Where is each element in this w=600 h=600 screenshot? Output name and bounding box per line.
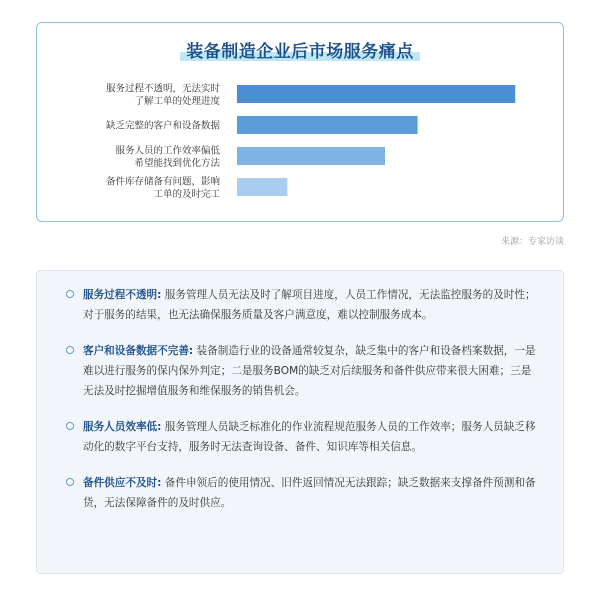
bar	[237, 178, 287, 196]
note-item	[83, 341, 537, 401]
category-label-line: 希望能找到优化方法	[134, 157, 220, 169]
bullet-circle-icon	[66, 422, 74, 430]
note-heading: 备件供应不及时:	[83, 477, 162, 489]
category-label	[115, 144, 220, 169]
note-heading: 服务过程不透明:	[83, 289, 162, 301]
category-label-line: 工单的及时完工	[153, 188, 220, 200]
category-label	[106, 120, 221, 132]
note-text: 装备制造行业的设备通常较复杂，缺乏集中的客户和设备档案数据，一是难以进行服务的保内保外判定；二是服务BOM的缺乏对后续服务和备件供应带来很大困难；三是无法及时挖掘增值服务和维保服务的销售机会。	[83, 345, 536, 397]
category-label-line: 服务过程不透明，无法实时	[105, 83, 220, 95]
notes-card	[36, 270, 564, 574]
bar	[237, 85, 515, 103]
note-item	[83, 285, 537, 325]
note-text: 服务管理人员缺乏标准化的作业流程规范服务人员的工作效率；服务人员缺乏移动化的数字平台支持，服务时无法查询设备、备件、知识库等相关信息。	[83, 421, 536, 453]
bullet-circle-icon	[66, 290, 74, 298]
chart-title-text: 装备制造企业后市场服务痛点	[186, 42, 414, 62]
bullet-circle-icon	[66, 346, 74, 354]
category-label-line: 备件库存储备有问题，影响	[105, 176, 220, 188]
category-label	[106, 175, 221, 200]
note-item	[83, 473, 537, 513]
bullet-circle-icon	[66, 478, 74, 486]
note-item	[83, 417, 537, 457]
bar	[237, 147, 385, 165]
chart-card	[36, 22, 564, 222]
note-heading: 服务人员效率低:	[83, 421, 162, 433]
note-text: 服务管理人员无法及时了解项目进度，人员工作情况，无法监控服务的及时性；对于服务的结果，也无法确保服务质量及客户满意度，难以控制服务成本。	[83, 289, 536, 321]
category-label-line: 了解工单的处理进度	[134, 95, 220, 107]
source-note: 来源：专家访谈	[500, 237, 564, 247]
bar	[237, 116, 418, 134]
category-label-line: 缺乏完整的客户和设备数据	[105, 120, 220, 132]
category-label-line: 服务人员的工作效率偏低	[115, 145, 220, 157]
note-text: 备件申领后的使用情况、旧件返回情况无法跟踪；缺乏数据来支撑备件预测和备货，无法保障备件的及时供应。	[83, 477, 536, 509]
category-label	[106, 82, 221, 107]
note-heading: 客户和设备数据不完善:	[83, 345, 194, 357]
